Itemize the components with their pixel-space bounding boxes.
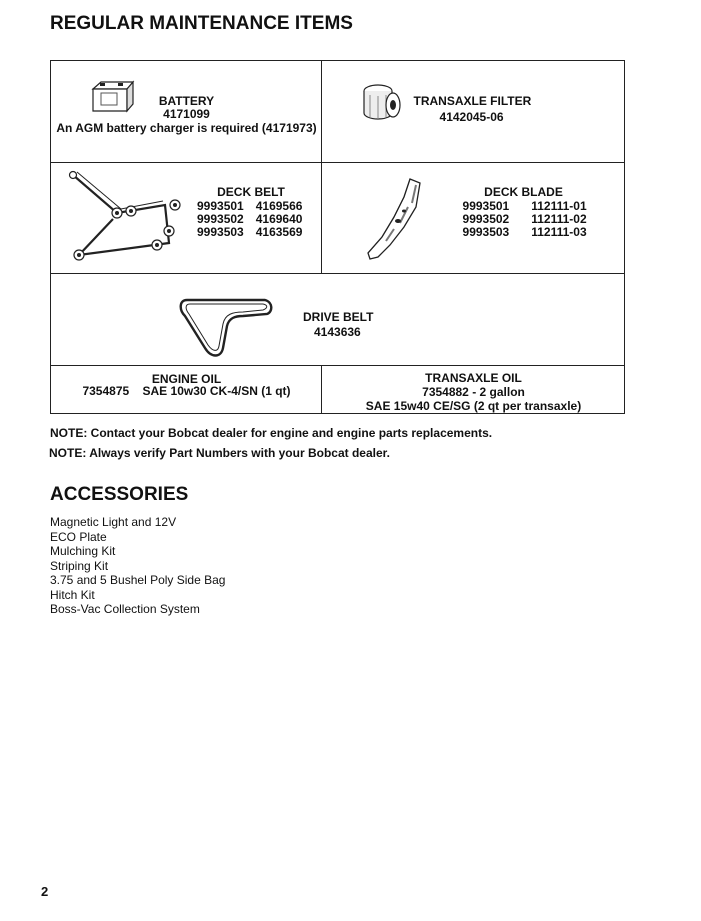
- transaxle-filter-cell: [321, 61, 624, 163]
- drive-belt-name: DRIVE BELT: [303, 310, 374, 324]
- transaxle-oil-part-number: 7354882 - 2 gallon: [422, 385, 525, 399]
- transaxle-oil-spec: SAE 15w40 CE/SG (2 qt per transaxle): [365, 399, 582, 413]
- drive-belt-cell: [51, 274, 625, 366]
- deck-belt-part-list: [197, 200, 302, 239]
- part-numbers-note: NOTE: Always verify Part Numbers with your Bobcat dealer.: [49, 446, 390, 460]
- engine-oil-name: ENGINE OIL: [151, 372, 222, 386]
- list-item: Boss-Vac Collection System: [50, 602, 200, 616]
- page-number: 2: [41, 884, 49, 899]
- accessories-title: ACCESSORIES: [50, 484, 189, 505]
- deck-belt-icon: [65, 169, 189, 265]
- mower-blade-icon: [364, 177, 428, 261]
- list-item: ECO Plate: [50, 529, 107, 544]
- deck-blade-model-2: 9993502: [462, 212, 510, 226]
- deck-blade-part-list: [463, 200, 587, 239]
- deck-belt-model-1: 9993501: [197, 199, 244, 213]
- deck-belt-name: DECK BELT: [217, 185, 285, 199]
- deck-blade-model-3: 9993503: [462, 225, 510, 239]
- deck-blade-part-3: 112111-03: [531, 225, 587, 239]
- accessories-list: [50, 515, 225, 617]
- deck-blade-cell: [321, 163, 624, 274]
- deck-blade-model-1: 9993501: [462, 199, 510, 213]
- transaxle-oil-cell: [321, 366, 624, 414]
- deck-belt-model-3: 9993503: [197, 225, 244, 239]
- maintenance-items-table: [50, 60, 625, 414]
- transaxle-filter-name: TRANSAXLE FILTER: [413, 94, 532, 108]
- drive-belt-icon: [177, 296, 275, 362]
- engine-parts-note: NOTE: Contact your Bobcat dealer for engine and engine parts replacements.: [50, 426, 493, 440]
- deck-belt-part-2: 4169640: [255, 212, 303, 226]
- drive-belt-part-number: 4143636: [314, 325, 361, 339]
- transaxle-filter-part-number: 4142045-06: [439, 110, 504, 124]
- oil-filter-icon: [360, 83, 404, 125]
- list-item: Hitch Kit: [50, 587, 95, 602]
- page-title: REGULAR MAINTENANCE ITEMS: [50, 13, 353, 34]
- battery-part-number: 4171099: [163, 107, 210, 121]
- engine-oil-cell: [51, 366, 322, 414]
- deck-belt-part-1: 4169566: [255, 199, 303, 213]
- list-item: Striping Kit: [50, 558, 109, 573]
- battery-name: BATTERY: [158, 94, 215, 108]
- deck-blade-name: DECK BLADE: [484, 185, 563, 199]
- battery-charger-note: An AGM battery charger is required (4171973): [56, 121, 317, 135]
- transaxle-oil-name: TRANSAXLE OIL: [425, 371, 522, 385]
- list-item: Mulching Kit: [50, 544, 116, 558]
- deck-blade-part-1: 112111-01: [531, 199, 587, 213]
- deck-belt-cell: [51, 163, 322, 274]
- deck-belt-model-2: 9993502: [197, 212, 244, 226]
- deck-blade-part-2: 112111-02: [531, 212, 587, 226]
- engine-oil-detail: 7354875 SAE 10w30 CK-4/SN (1 qt): [82, 384, 291, 398]
- deck-belt-part-3: 4163569: [255, 225, 303, 239]
- list-item: Magnetic Light and 12V: [50, 515, 177, 529]
- battery-cell: [51, 61, 322, 163]
- list-item: 3.75 and 5 Bushel Poly Side Bag: [50, 573, 226, 587]
